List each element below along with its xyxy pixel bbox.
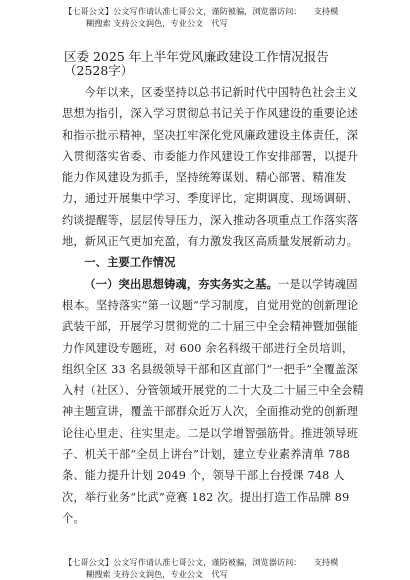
section-heading — [62, 252, 364, 273]
banner-line-1: 【七哥公文】公文写作请认准七哥公文，谨防被骗，浏览器访问： 支持模 — [64, 557, 339, 567]
subsection-heading: （一）突出思想铸魂，夯实务实之基。 — [84, 276, 278, 291]
top-watermark-banner — [64, 5, 364, 29]
banner-line-2: 糊搜索 支持公文润色，专业公文 代写 — [86, 569, 228, 579]
banner-line-1: 【七哥公文】公文写作请认准七哥公文，谨防被骗，浏览器访问： 支持模 — [64, 6, 339, 16]
document-title: 区委 2025 年上半年党风廉政建设工作情况报告（2528字） — [64, 49, 329, 78]
banner-line-2: 糊搜索 支持公文润色，专业公文 代写 — [86, 18, 228, 28]
subsection-paragraph — [62, 274, 364, 530]
intro-paragraph: 今年以来，区委坚持以总书记新时代中国特色社会主义思想为指引，深入学习贯彻总书记关于作风建设的重要论述和指示批示精神，坚决扛牢深化党风廉政建设主体责任，深入贯彻落实省委、市委能力作风建设工作安排部署，以提升能力作风建设为抓手，坚持统筹谋划、精心部署、精准发力，通过开展集中学习、季度评比，定期调度、现场调研、约谈提醒等，层层传导压力，深入推动各项重点工作落实落地，新风正气更加充盈，有力激发我区高质量发展新动力。 — [62, 86, 359, 249]
bottom-watermark-banner — [64, 556, 364, 580]
section-heading-label: 一、主要工作情况 — [84, 255, 176, 270]
subsection-text: 一是以学铸魂固根本。坚持落实“第一议题”学习制度，自觉用党的创新理论武装干部，开展学习贯彻党的二十届三中全会精神暨加强能力作风建设专题班，对 600 余名科级干部进行全员培训，组织全区 33 名县级领导干部和区直部门“一把手”全覆盖深入村（社区）、分管领域开展党的二十大及二十届三中全会精神主题宣讲，覆盖干部群众近万人次，全面推动党的创新理论往心里走、往实里走。二是以学增智强筋骨。推进领导班子、机关干部“全员上讲台”计划，建立专业素养清单 788 条、能力提升计划 2049 个，领导干部上台授课 748 人次，举行业务“比武”竞赛 182 次。提出打造工作品牌 89 个。 — [62, 277, 364, 525]
document-body — [62, 82, 364, 529]
